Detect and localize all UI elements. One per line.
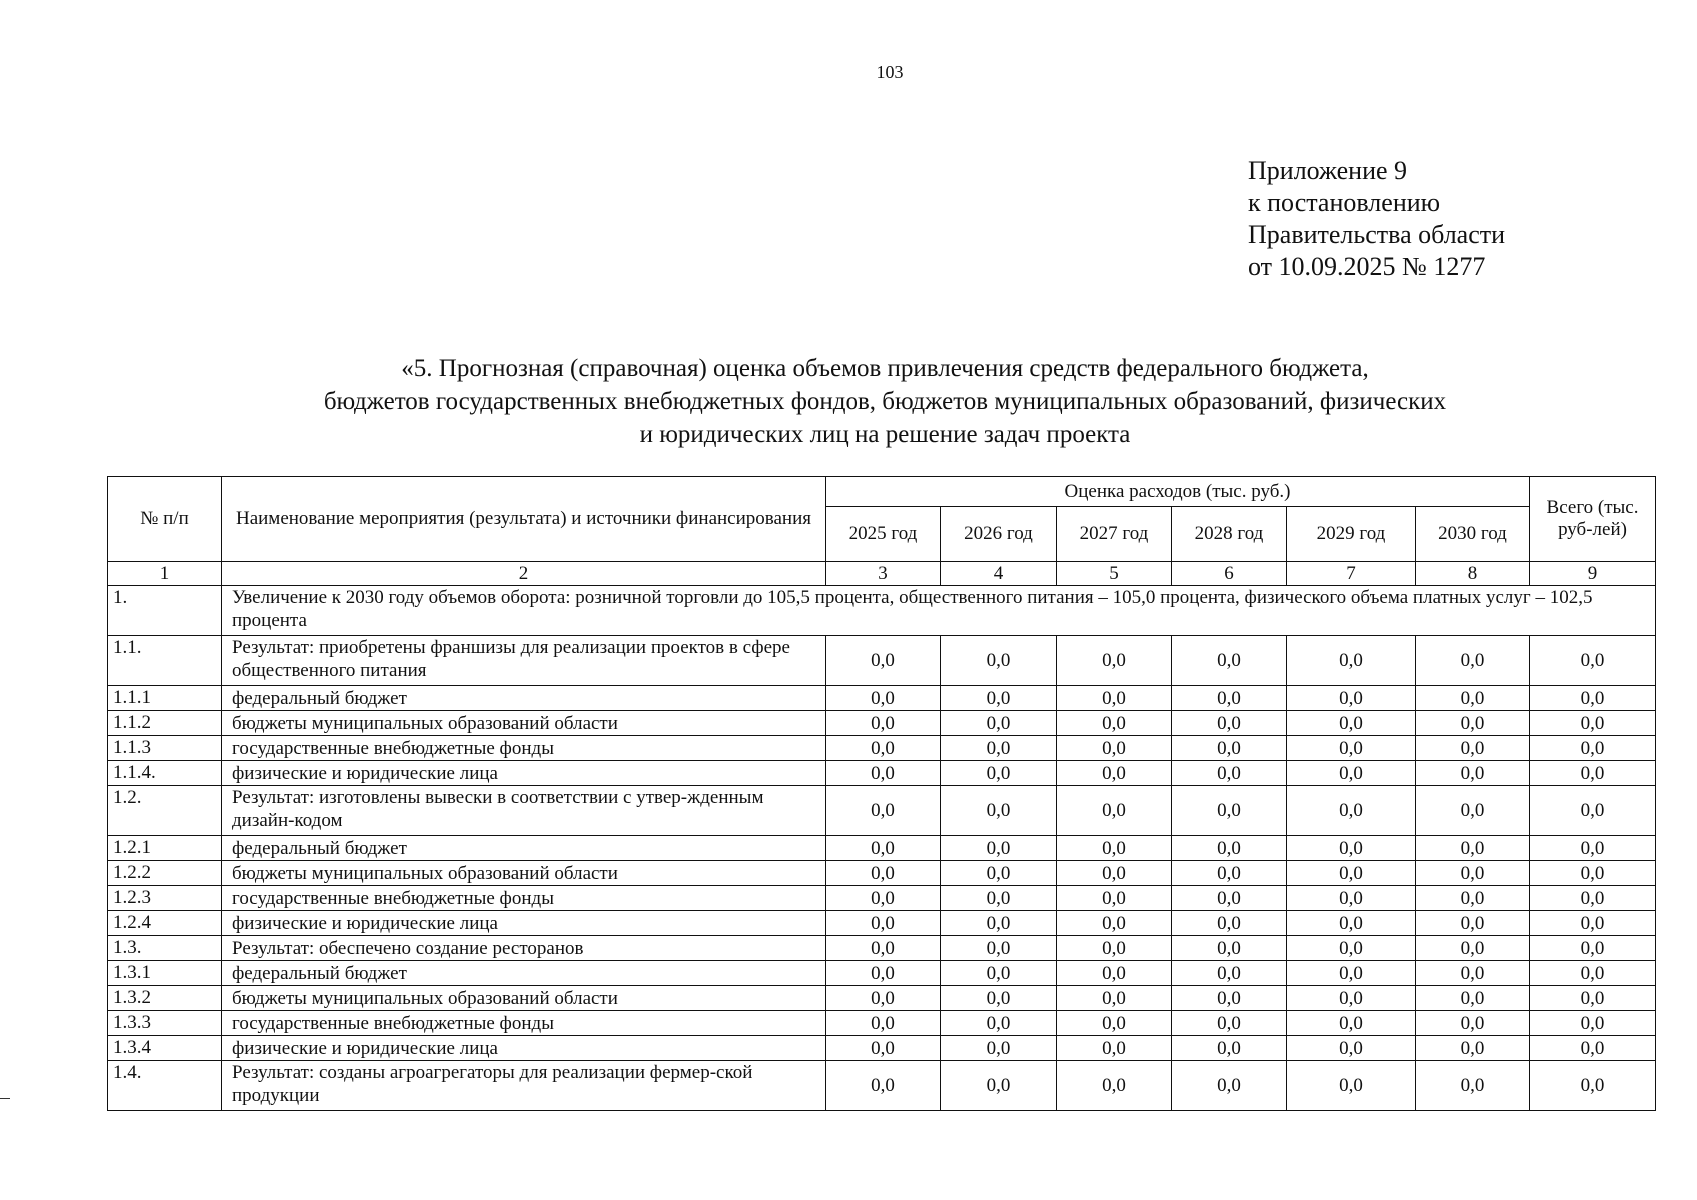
value-cell: 0,0 — [1416, 736, 1530, 761]
value-cell: 0,0 — [1057, 786, 1172, 836]
value-cell: 0,0 — [1416, 911, 1530, 936]
value-cell: 0,0 — [1416, 986, 1530, 1011]
table-row — [108, 886, 1656, 911]
value-cell: 0,0 — [1172, 986, 1287, 1011]
page-number: 103 — [876, 62, 904, 82]
row-name: Результат: обеспечено создание ресторанов — [222, 936, 826, 961]
section-text: Увеличение к 2030 году объемов оборота: розничной торговли до 105,5 процента, общественного питания – 105,0 процента, физического объема платных услуг – 102,5 процента — [222, 586, 1656, 636]
value-cell: 0,0 — [1172, 1036, 1287, 1061]
value-cell: 0,0 — [1287, 886, 1416, 911]
value-cell: 0,0 — [1057, 936, 1172, 961]
row-number: 1.1.1 — [108, 686, 222, 711]
column-number: 6 — [1172, 562, 1287, 586]
row-number: 1.3.3 — [108, 1011, 222, 1036]
value-cell: 0,0 — [1057, 861, 1172, 886]
value-cell: 0,0 — [1287, 836, 1416, 861]
value-cell: 0,0 — [1057, 1061, 1172, 1111]
value-cell: 0,0 — [1057, 736, 1172, 761]
row-number: 1. — [108, 586, 222, 636]
appendix-line: от 10.09.2025 № 1277 — [1248, 252, 1486, 281]
value-cell: 0,0 — [1172, 686, 1287, 711]
value-cell: 0,0 — [1057, 961, 1172, 986]
row-number: 1.1.4. — [108, 761, 222, 786]
value-cell: 0,0 — [1287, 861, 1416, 886]
column-number-row — [108, 562, 1656, 586]
value-cell: 0,0 — [1530, 786, 1656, 836]
row-number: 1.1.3 — [108, 736, 222, 761]
value-cell: 0,0 — [1057, 711, 1172, 736]
column-number: 1 — [108, 562, 222, 586]
row-number: 1.3.1 — [108, 961, 222, 986]
value-cell: 0,0 — [941, 911, 1057, 936]
row-number: 1.4. — [108, 1061, 222, 1111]
value-cell: 0,0 — [1172, 911, 1287, 936]
value-cell: 0,0 — [1416, 961, 1530, 986]
value-cell: 0,0 — [1172, 786, 1287, 836]
value-cell: 0,0 — [1416, 1036, 1530, 1061]
header-year: 2030 год — [1416, 507, 1530, 562]
value-cell: 0,0 — [941, 1011, 1057, 1036]
row-name: государственные внебюджетные фонды — [222, 886, 826, 911]
value-cell: 0,0 — [1530, 836, 1656, 861]
value-cell: 0,0 — [1530, 736, 1656, 761]
table-row — [108, 736, 1656, 761]
value-cell: 0,0 — [1416, 761, 1530, 786]
row-number: 1.2.4 — [108, 911, 222, 936]
row-name: бюджеты муниципальных образований области — [222, 711, 826, 736]
value-cell: 0,0 — [1172, 1011, 1287, 1036]
appendix-line: к постановлению — [1248, 188, 1441, 217]
value-cell: 0,0 — [826, 886, 941, 911]
header-num: № п/п — [108, 477, 222, 562]
table-row — [108, 911, 1656, 936]
table-row — [108, 961, 1656, 986]
table-row — [108, 936, 1656, 961]
column-number: 4 — [941, 562, 1057, 586]
value-cell: 0,0 — [1057, 836, 1172, 861]
column-number: 5 — [1057, 562, 1172, 586]
row-name: Результат: изготовлены вывески в соответствии с утвер-жденным дизайн-кодом — [222, 786, 826, 836]
value-cell: 0,0 — [1530, 1036, 1656, 1061]
column-number: 7 — [1287, 562, 1416, 586]
value-cell: 0,0 — [1416, 936, 1530, 961]
value-cell: 0,0 — [1287, 711, 1416, 736]
row-name: физические и юридические лица — [222, 911, 826, 936]
table-row — [108, 986, 1656, 1011]
appendix-line: Правительства области — [1248, 220, 1506, 249]
header-year: 2026 год — [941, 507, 1057, 562]
row-name: Результат: созданы агроагрегаторы для реализации фермер-ской продукции — [222, 1061, 826, 1111]
value-cell: 0,0 — [1172, 736, 1287, 761]
value-cell: 0,0 — [1172, 1061, 1287, 1111]
column-number: 3 — [826, 562, 941, 586]
value-cell: 0,0 — [1530, 911, 1656, 936]
value-cell: 0,0 — [826, 761, 941, 786]
row-name: государственные внебюджетные фонды — [222, 736, 826, 761]
value-cell: 0,0 — [1057, 1011, 1172, 1036]
value-cell: 0,0 — [1287, 936, 1416, 961]
table-row — [108, 711, 1656, 736]
document-title — [150, 352, 1620, 451]
row-number: 1.1.2 — [108, 711, 222, 736]
value-cell: 0,0 — [1416, 836, 1530, 861]
value-cell: 0,0 — [1530, 936, 1656, 961]
value-cell: 0,0 — [1057, 686, 1172, 711]
value-cell: 0,0 — [1530, 1011, 1656, 1036]
row-name: Результат: приобретены франшизы для реализации проектов в сфере общественного питания — [222, 636, 826, 686]
value-cell: 0,0 — [1530, 961, 1656, 986]
table-row — [108, 1061, 1656, 1111]
value-cell: 0,0 — [1416, 1061, 1530, 1111]
column-number: 2 — [222, 562, 826, 586]
value-cell: 0,0 — [1416, 786, 1530, 836]
value-cell: 0,0 — [1057, 911, 1172, 936]
appendix-note — [1248, 155, 1505, 283]
value-cell: 0,0 — [1530, 886, 1656, 911]
value-cell: 0,0 — [826, 786, 941, 836]
value-cell: 0,0 — [826, 711, 941, 736]
value-cell: 0,0 — [1287, 1061, 1416, 1111]
value-cell: 0,0 — [1057, 761, 1172, 786]
row-name: бюджеты муниципальных образований области — [222, 861, 826, 886]
title-line: и юридических лиц на решение задач проекта — [639, 421, 1131, 448]
value-cell: 0,0 — [826, 936, 941, 961]
value-cell: 0,0 — [941, 886, 1057, 911]
row-name: бюджеты муниципальных образований области — [222, 986, 826, 1011]
row-number: 1.3.4 — [108, 1036, 222, 1061]
row-number: 1.2.3 — [108, 886, 222, 911]
value-cell: 0,0 — [1530, 686, 1656, 711]
value-cell: 0,0 — [826, 1011, 941, 1036]
value-cell: 0,0 — [941, 636, 1057, 686]
value-cell: 0,0 — [1287, 1011, 1416, 1036]
value-cell: 0,0 — [826, 736, 941, 761]
row-name: федеральный бюджет — [222, 686, 826, 711]
value-cell: 0,0 — [941, 761, 1057, 786]
title-line: «5. Прогнозная (справочная) оценка объемов привлечения средств федерального бюджета, — [401, 355, 1369, 382]
appendix-line: Приложение 9 — [1248, 156, 1408, 185]
value-cell: 0,0 — [1287, 761, 1416, 786]
table-row — [108, 786, 1656, 836]
value-cell: 0,0 — [1057, 1036, 1172, 1061]
table-row — [108, 761, 1656, 786]
value-cell: 0,0 — [1172, 961, 1287, 986]
value-cell: 0,0 — [1287, 986, 1416, 1011]
table-row — [108, 1036, 1656, 1061]
value-cell: 0,0 — [1057, 886, 1172, 911]
value-cell: 0,0 — [826, 1036, 941, 1061]
value-cell: 0,0 — [941, 1061, 1057, 1111]
value-cell: 0,0 — [941, 986, 1057, 1011]
value-cell: 0,0 — [941, 686, 1057, 711]
value-cell: 0,0 — [826, 861, 941, 886]
margin-mark — [0, 1098, 10, 1099]
title-line: бюджетов государственных внебюджетных фондов, бюджетов муниципальных образований, физических — [323, 388, 1447, 415]
value-cell: 0,0 — [1530, 861, 1656, 886]
value-cell: 0,0 — [1530, 761, 1656, 786]
column-number: 8 — [1416, 562, 1530, 586]
value-cell: 0,0 — [941, 936, 1057, 961]
section-row — [108, 586, 1656, 636]
value-cell: 0,0 — [941, 711, 1057, 736]
value-cell: 0,0 — [1172, 886, 1287, 911]
header-estimate-group: Оценка расходов (тыс. руб.) — [826, 477, 1530, 507]
table-row — [108, 1011, 1656, 1036]
row-name: физические и юридические лица — [222, 761, 826, 786]
value-cell: 0,0 — [1416, 686, 1530, 711]
financing-table — [107, 476, 1656, 1111]
header-name: Наименование мероприятия (результата) и источники финансирования — [222, 477, 826, 562]
table-row — [108, 636, 1656, 686]
value-cell: 0,0 — [1530, 636, 1656, 686]
value-cell: 0,0 — [1287, 636, 1416, 686]
value-cell: 0,0 — [826, 636, 941, 686]
value-cell: 0,0 — [1287, 961, 1416, 986]
row-number: 1.1. — [108, 636, 222, 686]
value-cell: 0,0 — [826, 961, 941, 986]
row-name: федеральный бюджет — [222, 836, 826, 861]
row-name: государственные внебюджетные фонды — [222, 1011, 826, 1036]
header-year: 2025 год — [826, 507, 941, 562]
value-cell: 0,0 — [1287, 786, 1416, 836]
row-number: 1.3. — [108, 936, 222, 961]
value-cell: 0,0 — [1172, 636, 1287, 686]
value-cell: 0,0 — [941, 861, 1057, 886]
value-cell: 0,0 — [826, 911, 941, 936]
value-cell: 0,0 — [941, 961, 1057, 986]
header-year: 2029 год — [1287, 507, 1416, 562]
value-cell: 0,0 — [1416, 1011, 1530, 1036]
value-cell: 0,0 — [1172, 761, 1287, 786]
value-cell: 0,0 — [1287, 1036, 1416, 1061]
value-cell: 0,0 — [1057, 636, 1172, 686]
value-cell: 0,0 — [1287, 686, 1416, 711]
value-cell: 0,0 — [941, 786, 1057, 836]
row-number: 1.2.2 — [108, 861, 222, 886]
value-cell: 0,0 — [941, 1036, 1057, 1061]
value-cell: 0,0 — [1172, 861, 1287, 886]
header-year: 2027 год — [1057, 507, 1172, 562]
value-cell: 0,0 — [1530, 986, 1656, 1011]
column-number: 9 — [1530, 562, 1656, 586]
value-cell: 0,0 — [1287, 911, 1416, 936]
value-cell: 0,0 — [1172, 936, 1287, 961]
value-cell: 0,0 — [1530, 711, 1656, 736]
row-name: физические и юридические лица — [222, 1036, 826, 1061]
value-cell: 0,0 — [1416, 711, 1530, 736]
table-row — [108, 686, 1656, 711]
table-row — [108, 836, 1656, 861]
value-cell: 0,0 — [941, 836, 1057, 861]
value-cell: 0,0 — [826, 686, 941, 711]
value-cell: 0,0 — [826, 986, 941, 1011]
value-cell: 0,0 — [1416, 861, 1530, 886]
value-cell: 0,0 — [1416, 886, 1530, 911]
value-cell: 0,0 — [941, 736, 1057, 761]
value-cell: 0,0 — [1416, 636, 1530, 686]
row-number: 1.2.1 — [108, 836, 222, 861]
value-cell: 0,0 — [1172, 711, 1287, 736]
row-number: 1.2. — [108, 786, 222, 836]
header-total: Всего (тыс. руб-лей) — [1530, 477, 1656, 562]
value-cell: 0,0 — [1057, 986, 1172, 1011]
table-row — [108, 861, 1656, 886]
value-cell: 0,0 — [1287, 736, 1416, 761]
value-cell: 0,0 — [826, 1061, 941, 1111]
value-cell: 0,0 — [1172, 836, 1287, 861]
value-cell: 0,0 — [826, 836, 941, 861]
row-number: 1.3.2 — [108, 986, 222, 1011]
value-cell: 0,0 — [1530, 1061, 1656, 1111]
header-year: 2028 год — [1172, 507, 1287, 562]
row-name: федеральный бюджет — [222, 961, 826, 986]
